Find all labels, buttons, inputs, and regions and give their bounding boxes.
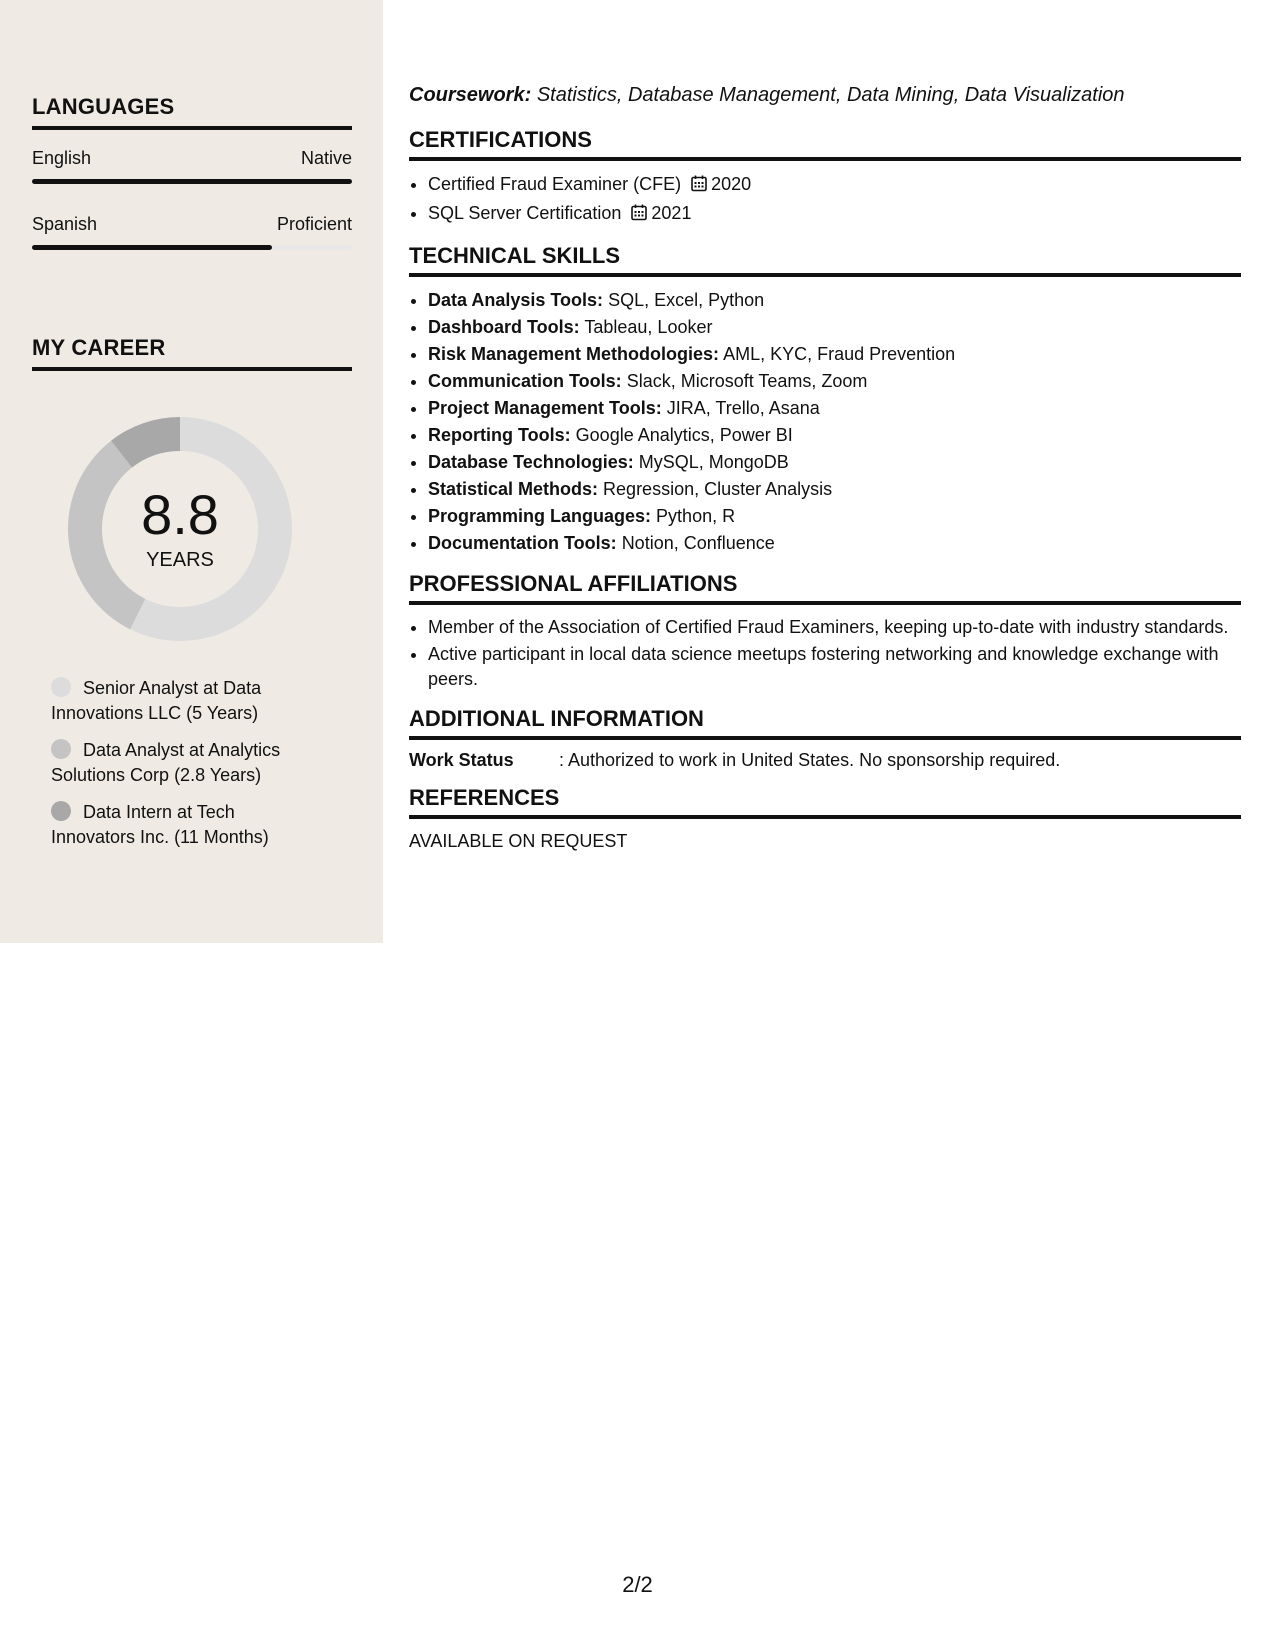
skills-list: [409, 287, 1241, 557]
language-bar-english: [32, 179, 352, 184]
skill-value: Regression, Cluster Analysis: [603, 479, 833, 499]
career-legend-item: [51, 738, 311, 788]
skill-item: [428, 287, 1241, 314]
skill-label: Communication Tools:: [428, 371, 622, 391]
sidebar: [0, 0, 383, 943]
career-section: [32, 335, 352, 371]
skill-item: [428, 341, 1241, 368]
legend-dot-icon: [51, 677, 71, 697]
coursework-text: Statistics, Database Management, Data Mining, Data Visualization: [536, 84, 1125, 106]
affiliations-list: [409, 615, 1241, 692]
affiliation-item: • Member of the Association of Certified Fraud Examiners, keeping up-to-date with industry standards.: [428, 615, 1241, 640]
skill-item: [428, 449, 1241, 476]
work-status-value: : Authorized to work in United States. No sponsorship required.: [559, 750, 1061, 770]
language-row-spanish: [32, 214, 352, 235]
skill-label: Database Technologies:: [428, 452, 634, 472]
career-legend: [51, 676, 311, 862]
page-number: 2/2: [622, 1572, 653, 1597]
work-status-row: [409, 750, 1241, 771]
skill-label: Risk Management Methodologies:: [428, 344, 720, 364]
skill-item: [428, 368, 1241, 395]
certification-name: SQL Server Certification: [428, 203, 622, 223]
certifications-heading: CERTIFICATIONS: [409, 127, 1241, 161]
skill-item: [428, 530, 1241, 557]
coursework: [409, 84, 1241, 107]
skill-label: Data Analysis Tools:: [428, 290, 604, 310]
language-level: Native: [300, 148, 352, 168]
language-bar-fill: [32, 179, 352, 184]
skill-value: Google Analytics, Power BI: [575, 425, 793, 445]
skills-heading: TECHNICAL SKILLS: [409, 243, 1241, 277]
career-total-value: 8.8: [141, 482, 219, 546]
affiliation-item: • Active participant in local data science meetups fostering networking and knowledge exchange with peers.: [428, 642, 1241, 692]
language-row-english: [32, 148, 352, 169]
legend-dot-icon: [51, 739, 71, 759]
language-bar-fill: [32, 245, 272, 250]
language-name: Spanish: [32, 214, 98, 234]
main-content: [409, 84, 1241, 852]
skill-label: Statistical Methods:: [428, 479, 599, 499]
skill-label: Dashboard Tools:: [428, 317, 580, 337]
career-label: Data Analyst at Analytics Solutions Corp (2.8 Years): [51, 740, 281, 785]
donut-center: [65, 414, 295, 644]
skill-value: Python, R: [656, 506, 736, 526]
certification-year: 2021: [651, 203, 692, 223]
language-name: English: [32, 148, 92, 168]
languages-section: [32, 94, 352, 250]
skill-value: AML, KYC, Fraud Prevention: [723, 344, 956, 364]
language-bar-spanish: [32, 245, 352, 250]
certification-name: Certified Fraud Examiner (CFE): [428, 174, 682, 194]
skill-value: JIRA, Trello, Asana: [666, 398, 820, 418]
skill-item: [428, 395, 1241, 422]
skill-label: Reporting Tools:: [428, 425, 571, 445]
skill-item: [428, 503, 1241, 530]
skill-label: Programming Languages:: [428, 506, 652, 526]
skill-label: Documentation Tools:: [428, 533, 617, 553]
career-donut-chart: [65, 414, 295, 644]
skill-item: [428, 476, 1241, 503]
references-heading: REFERENCES: [409, 785, 1241, 819]
career-legend-item: [51, 676, 311, 726]
career-label: Data Intern at Tech Innovators Inc. (11 Months): [51, 802, 269, 847]
skill-item: [428, 314, 1241, 341]
career-heading: MY CAREER: [32, 335, 352, 371]
certifications-list: [409, 171, 1241, 229]
skill-value: Tableau, Looker: [584, 317, 713, 337]
affiliations-heading: PROFESSIONAL AFFILIATIONS: [409, 571, 1241, 605]
additional-info-heading: ADDITIONAL INFORMATION: [409, 706, 1241, 740]
skill-value: Notion, Confluence: [621, 533, 775, 553]
career-total-unit: YEARS: [146, 548, 214, 571]
skill-value: MySQL, MongoDB: [638, 452, 789, 472]
skill-value: Slack, Microsoft Teams, Zoom: [626, 371, 868, 391]
language-level: Proficient: [276, 214, 352, 234]
career-legend-item: [51, 800, 311, 850]
references-text: AVAILABLE ON REQUEST: [409, 831, 628, 851]
career-label: Senior Analyst at Data Innovations LLC (5 Years): [51, 678, 262, 723]
certification-year: 2020: [711, 174, 752, 194]
certification-item: [428, 171, 1241, 200]
skill-value: SQL, Excel, Python: [608, 290, 765, 310]
coursework-label: Coursework:: [409, 84, 532, 106]
calendar-icon: [691, 173, 707, 200]
work-status-label: Work Status: [409, 750, 514, 770]
legend-dot-icon: [51, 801, 71, 821]
certification-item: [428, 200, 1241, 229]
calendar-icon: [631, 202, 647, 229]
skill-item: [428, 422, 1241, 449]
languages-heading: LANGUAGES: [32, 94, 352, 130]
skill-label: Project Management Tools:: [428, 398, 662, 418]
